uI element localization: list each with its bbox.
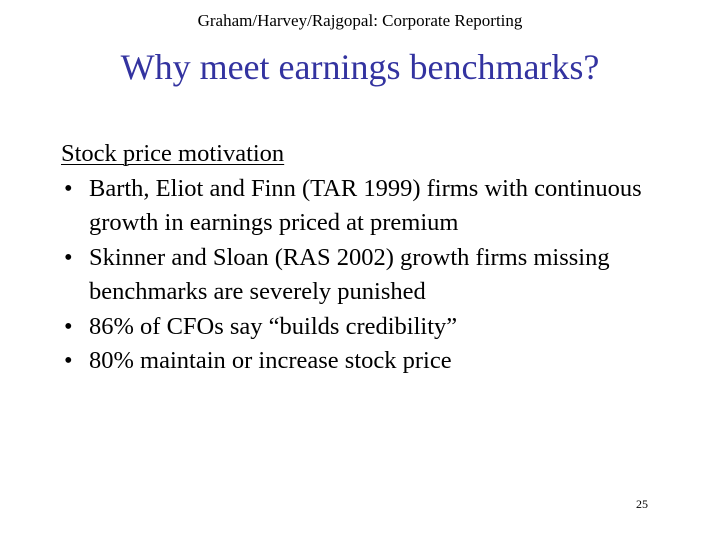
slide-body xyxy=(61,137,711,379)
bullet-item xyxy=(61,310,711,345)
page-number: 25 xyxy=(636,497,648,511)
bullet-icon: • xyxy=(64,174,73,202)
bullet-text: 80% maintain or increase stock price xyxy=(89,347,452,374)
bullet-text: 86% of CFOs say “builds credibility” xyxy=(89,312,458,340)
bullet-item xyxy=(61,344,711,379)
bullet-item xyxy=(61,172,711,241)
bullet-list xyxy=(61,172,711,379)
bullet-text: Skinner and Sloan (RAS 2002) growth firms missing benchmarks are severely punished xyxy=(89,243,610,305)
bullet-icon: • xyxy=(64,312,73,340)
slide-header: Graham/Harvey/Rajgopal: Corporate Reporting xyxy=(197,11,523,30)
bullet-icon: • xyxy=(64,243,73,271)
bullet-item xyxy=(61,241,711,310)
slide-title: Why meet earnings benchmarks? xyxy=(120,47,600,87)
section-heading: Stock price motivation xyxy=(61,140,285,167)
bullet-text: Barth, Eliot and Finn (TAR 1999) firms with continuous growth in earnings priced at premium xyxy=(89,174,642,236)
bullet-icon: • xyxy=(64,347,73,374)
